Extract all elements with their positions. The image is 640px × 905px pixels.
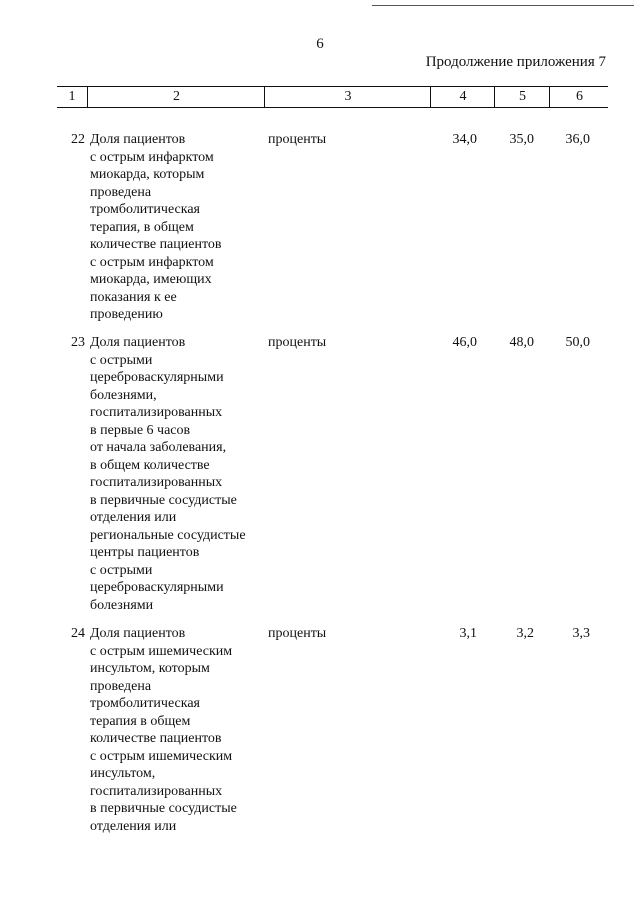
row-description: Доля пациентов с острым инфарктом миокарда, которым проведена тромболитическая терапия, в общем количестве пациентов с острым инфарктом миокарда, имеющих показания к ее проведению xyxy=(90,132,222,322)
column-header-2: 2 xyxy=(87,87,265,107)
row-unit: проценты xyxy=(268,626,327,641)
column-header-5: 5 xyxy=(494,87,550,107)
row-number: 24 xyxy=(71,626,85,641)
table-header xyxy=(57,86,608,108)
row-unit: проценты xyxy=(268,335,327,350)
page-number: 6 xyxy=(316,36,324,52)
row-value-col4: 46,0 xyxy=(452,335,477,350)
top-rule xyxy=(372,5,634,6)
row-value-col5: 3,2 xyxy=(516,626,534,641)
column-header-1: 1 xyxy=(68,89,76,104)
column-header-4: 4 xyxy=(430,87,495,107)
row-number: 22 xyxy=(71,132,85,147)
row-description: Доля пациентов с острыми цереброваскулярными болезнями, госпитализированных в первые 6 часов от начала заболевания, в общем количестве госпитализированных в первичные сосудистые отделения или региональные сосудистые центры пациентов с острыми цереброваскулярными болезнями xyxy=(90,335,246,613)
continuation-note: Продолжение приложения 7 xyxy=(425,54,606,70)
row-value-col5: 48,0 xyxy=(509,335,534,350)
row-value-col6: 50,0 xyxy=(565,335,590,350)
row-value-col4: 3,1 xyxy=(459,626,477,641)
row-value-col6: 36,0 xyxy=(565,132,590,147)
row-number: 23 xyxy=(71,335,85,350)
row-unit: проценты xyxy=(268,132,327,147)
row-value-col4: 34,0 xyxy=(452,132,477,147)
column-header-6: 6 xyxy=(549,87,609,107)
row-value-col5: 35,0 xyxy=(509,132,534,147)
column-header-3: 3 xyxy=(264,87,431,107)
row-value-col6: 3,3 xyxy=(572,626,590,641)
row-description: Доля пациентов с острым ишемическим инсультом, которым проведена тромболитическая терапия в общем количестве пациентов с острым ишемическим инсультом, госпитализированных в первичные сосудистые отделения или xyxy=(90,626,237,834)
